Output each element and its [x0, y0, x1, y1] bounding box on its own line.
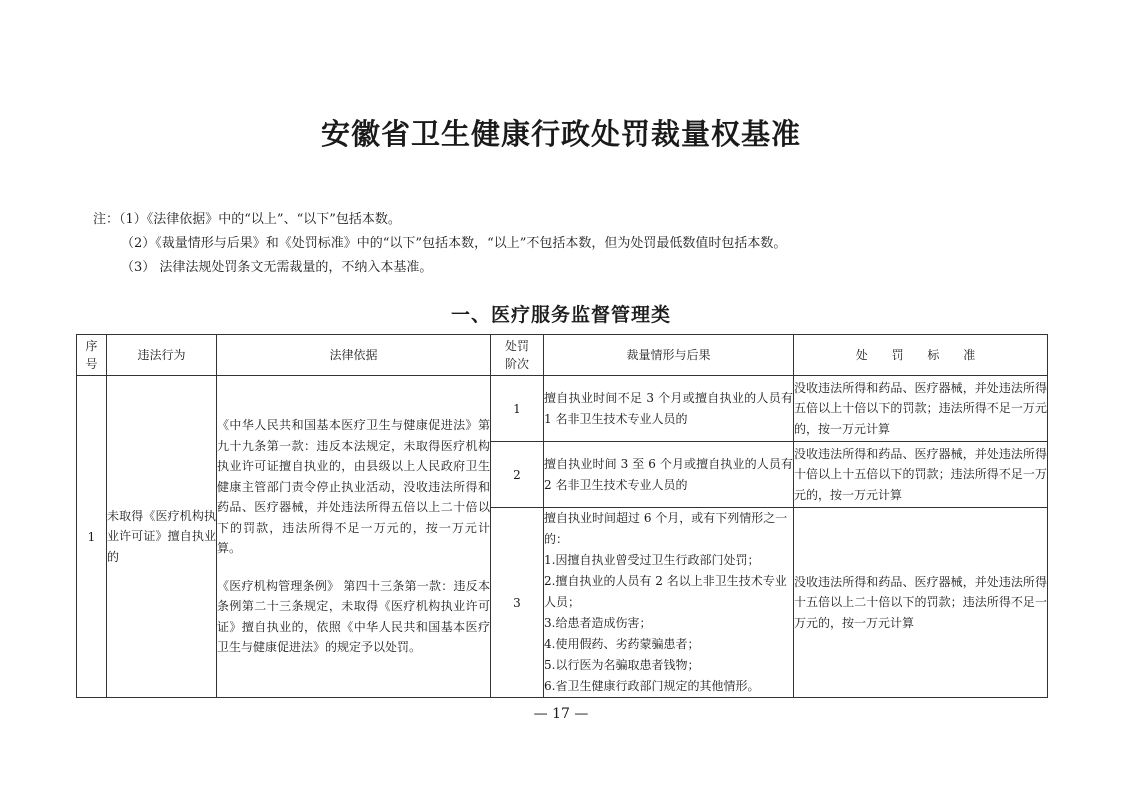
tier-3-times: 3: [491, 508, 544, 698]
tier-2-circumstances: 擅自执业时间 3 至 6 个月或擅自执业的人员有 2 名非卫生技术专业人员的: [544, 442, 794, 508]
legal-basis-paragraph-1: 《中华人民共和国基本医疗卫生与健康促进法》第九十九条第一款：违反本法规定，未取得医疗机构执业许可证擅自执业的，由县级以上人民政府卫生健康主管部门责令停止执业活动，没收违法所得和药品、医疗器械，并处违法所得五倍以上二十倍以下的罚款，违法所得不足一万元的，按一万元计算。: [217, 418, 490, 556]
tier-3-circumstances: [544, 508, 794, 698]
tier-3-circumstance-line: 擅自执业时间超过 6 个月，或有下列情形之一的：: [544, 511, 788, 546]
tier-3-circumstance-line: 1.因擅自执业曾受过卫生行政部门处罚；: [544, 553, 760, 567]
tier-2-times: 2: [491, 442, 544, 508]
row-seq: 1: [77, 376, 107, 698]
tier-2-standard: 没收违法所得和药品、医疗器械，并处违法所得十倍以上十五倍以下的罚款；违法所得不足一万元的，按一万元计算: [794, 442, 1048, 508]
header-legal-basis: 法律依据: [217, 335, 491, 376]
header-seq-line-1: 序: [85, 339, 98, 353]
row-violation: 未取得《医疗机构执业许可证》擅自执业的: [107, 376, 217, 698]
note-line-1: 注：（1）《法律依据》中的“以上”、“以下”包括本数。: [93, 212, 401, 227]
tier-3-circumstance-line: 2.擅自执业的人员有 2 名以上非卫生技术专业人员；: [544, 574, 787, 609]
tier-3-circumstance-line: 4.使用假药、劣药蒙骗患者；: [544, 637, 700, 651]
header-times-line-2: 阶次: [504, 357, 529, 371]
document-title: 安徽省卫生健康行政处罚裁量权基准: [320, 117, 801, 151]
header-seq-line-2: 号: [85, 357, 98, 371]
header-circumstances: 裁量情形与后果: [544, 335, 794, 376]
tier-1-standard: 没收违法所得和药品、医疗器械，并处违法所得五倍以上十倍以下的罚款；违法所得不足一万元的，按一万元计算: [794, 376, 1048, 442]
table-header-row: [77, 335, 1048, 376]
header-times: [491, 335, 544, 376]
notes: [93, 208, 786, 280]
page-number: — 17 —: [533, 706, 589, 722]
legal-basis-paragraph-2: 《医疗机构管理条例》 第四十三条第一款：违反本条例第二十三条规定，未取得《医疗机构执业许可证》擅自执业的，依照《中华人民共和国基本医疗卫生与健康促进法》的规定予以处罚。: [217, 578, 490, 655]
tier-1-times: 1: [491, 376, 544, 442]
discretion-table: [76, 334, 1048, 698]
header-seq: [77, 335, 107, 376]
paragraph-gap: [217, 559, 490, 576]
note-line-3: （3） 法律法规处罚条文无需裁量的，不纳入本基准。: [121, 260, 433, 275]
section-title: 一、医疗服务监督管理类: [450, 304, 671, 326]
note-line-2: （2）《裁量情形与后果》和《处罚标准》中的“以下”包括本数，“以上”不包括本数，但为处罚最低数值时包括本数。: [121, 236, 787, 251]
row-legal-basis: [217, 376, 491, 698]
header-violation: 违法行为: [107, 335, 217, 376]
tier-3-circumstance-line: 5.以行医为名骗取患者钱物；: [544, 658, 700, 672]
header-standard: 处 罚 标 准: [794, 335, 1048, 376]
tier-3-circumstance-line: 3.给患者造成伤害；: [544, 616, 652, 630]
header-times-line-1: 处罚: [504, 339, 529, 353]
tier-3-circumstance-line: 6.省卫生健康行政部门规定的其他情形。: [544, 679, 760, 693]
tier-3-standard: 没收违法所得和药品、医疗器械，并处违法所得十五倍以上二十倍以下的罚款；违法所得不足一万元的，按一万元计算: [794, 508, 1048, 698]
table-row: [77, 376, 1048, 442]
tier-1-circumstances: 擅自执业时间不足 3 个月或擅自执业的人员有 1 名非卫生技术专业人员的: [544, 376, 794, 442]
